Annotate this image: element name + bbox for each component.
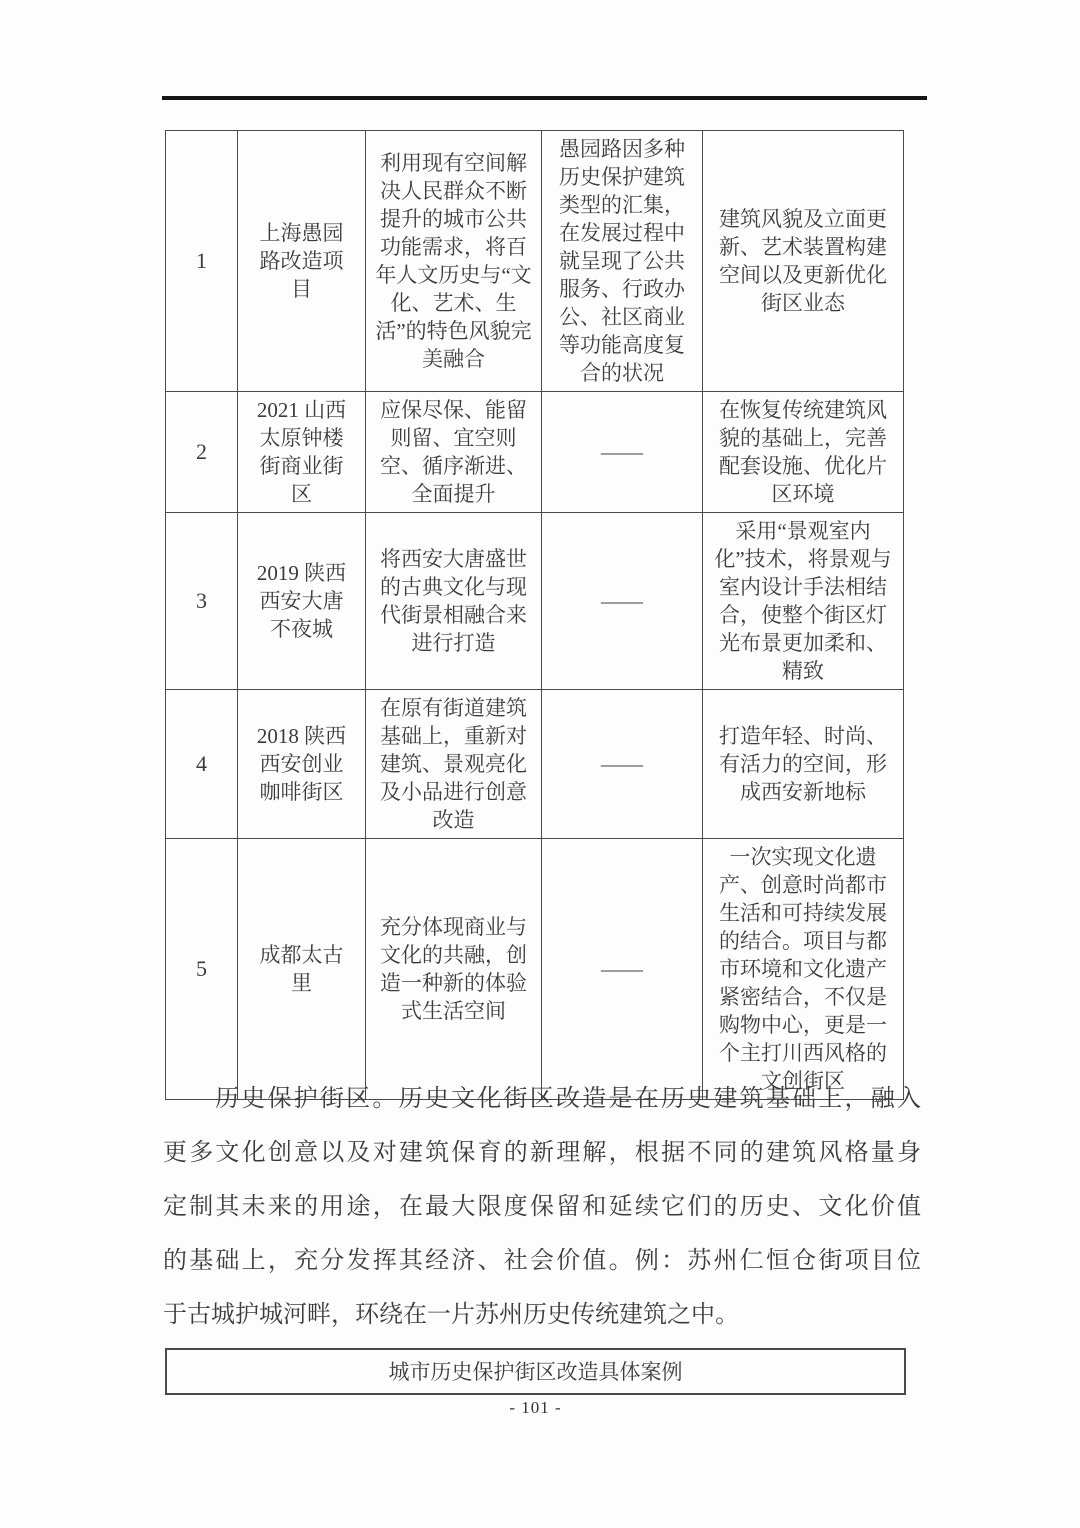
project-approach: 在原有街道建筑基础上，重新对建筑、景观亮化及小品进行创意改造 (366, 690, 542, 839)
header-rule (162, 96, 927, 100)
table-row (166, 839, 904, 1100)
project-outcome: 一次实现文化遗产、创意时尚都市生活和可持续发展的结合。项目与都市环境和文化遗产紧密结合，不仅是购物中心，更是一个主打川西风格的文创街区 (703, 839, 904, 1100)
project-outcome: 采用“景观室内化”技术，将景观与室内设计手法相结合，使整个街区灯光布景更加柔和、精致 (703, 513, 904, 690)
row-number: 2 (166, 392, 238, 513)
table-row (166, 392, 904, 513)
row-number: 5 (166, 839, 238, 1100)
paragraph-line: 更多文化创意以及对建筑保育的新理解，根据不同的建筑风格量身 (163, 1140, 921, 1166)
table-row (166, 690, 904, 839)
project-background: 愚园路因多种历史保护建筑类型的汇集，在发展过程中就呈现了公共服务、行政办公、社区商业等功能高度复合的状况 (542, 131, 703, 392)
project-outcome: 在恢复传统建筑风貌的基础上，完善配套设施、优化片区环境 (703, 392, 904, 513)
next-table-caption: 城市历史保护街区改造具体案例 (165, 1348, 906, 1395)
case-table (165, 130, 904, 1100)
project-name: 成都太古里 (238, 839, 366, 1100)
paragraph-line: 定制其未来的用途，在最大限度保留和延续它们的历史、文化价值 (163, 1194, 921, 1220)
project-background: —— (542, 392, 703, 513)
paragraph-line: 于古城护城河畔，环绕在一片苏州历史传统建筑之中。 (163, 1302, 739, 1328)
table-row (166, 131, 904, 392)
project-name: 2019 陕西西安大唐不夜城 (238, 513, 366, 690)
project-outcome: 打造年轻、时尚、有活力的空间，形成西安新地标 (703, 690, 904, 839)
project-name: 上海愚园路改造项目 (238, 131, 366, 392)
paragraph-line: 的基础上，充分发挥其经济、社会价值。例：苏州仁恒仓街项目位 (163, 1248, 921, 1274)
project-approach: 利用现有空间解决人民群众不断提升的城市公共功能需求，将百年人文历史与“文化、艺术、生活”的特色风貌完美融合 (366, 131, 542, 392)
project-background: —— (542, 690, 703, 839)
project-name: 2021 山西太原钟楼街商业街区 (238, 392, 366, 513)
row-number: 4 (166, 690, 238, 839)
project-approach: 应保尽保、能留则留、宜空则空、循序渐进、全面提升 (366, 392, 542, 513)
project-approach: 将西安大唐盛世的古典文化与现代街景相融合来进行打造 (366, 513, 542, 690)
row-number: 1 (166, 131, 238, 392)
project-background: —— (542, 513, 703, 690)
row-number: 3 (166, 513, 238, 690)
table-row (166, 513, 904, 690)
project-name: 2018 陕西西安创业咖啡街区 (238, 690, 366, 839)
project-background: —— (542, 839, 703, 1100)
project-approach: 充分体现商业与文化的共融，创造一种新的体验式生活空间 (366, 839, 542, 1100)
body-paragraph (163, 1072, 921, 1342)
paragraph-line: 历史保护街区。历史文化街区改造是在历史建筑基础上，融入 (215, 1086, 921, 1112)
project-outcome: 建筑风貌及立面更新、艺术装置构建空间以及更新优化街区业态 (703, 131, 904, 392)
page-number: - 101 - (509, 1398, 562, 1417)
